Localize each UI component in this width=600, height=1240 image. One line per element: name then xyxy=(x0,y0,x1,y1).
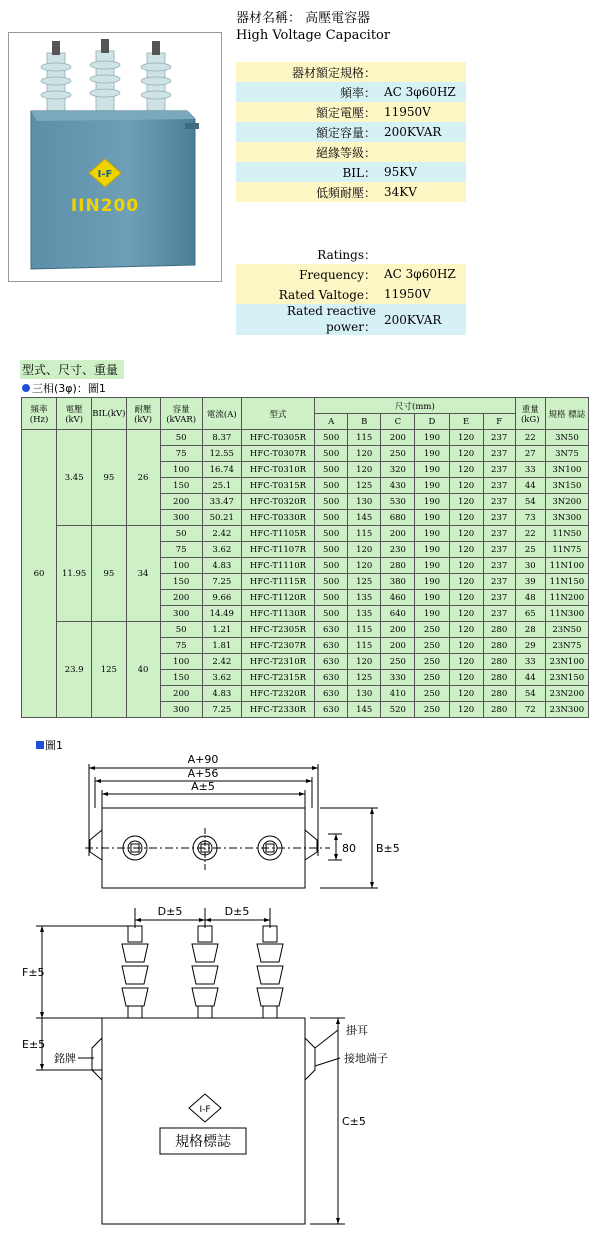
spec-table-en xyxy=(236,244,466,335)
cell-dim-a: 500 xyxy=(315,462,348,478)
spec-en-key: Rated reactive power： xyxy=(286,304,376,334)
cell-current: 25.1 xyxy=(202,478,241,494)
header-current: 電流(A) xyxy=(202,398,241,430)
cell-model: HFC-T0320R xyxy=(241,494,314,510)
cell-capacity: 100 xyxy=(160,654,202,670)
product-title-en: High Voltage Capacitor xyxy=(236,28,391,43)
cell-dim-f: 280 xyxy=(483,686,515,702)
cell-weight: 27 xyxy=(515,446,545,462)
header-dims: 尺寸(mm) xyxy=(315,398,516,414)
ground-terminal-label: 接地端子 xyxy=(344,1052,388,1065)
cell-dim-e: 120 xyxy=(449,638,483,654)
cell-model: HFC-T0305R xyxy=(241,430,314,446)
cell-dim-e: 120 xyxy=(449,590,483,606)
cell-weight: 33 xyxy=(515,462,545,478)
cell-withstand: 40 xyxy=(126,622,160,718)
cell-dim-a: 500 xyxy=(315,574,348,590)
cell-dim-a: 500 xyxy=(315,558,348,574)
cell-spec-mark: 11N150 xyxy=(545,574,588,590)
cell-spec-mark: 23N200 xyxy=(545,686,588,702)
cell-dim-f: 280 xyxy=(483,622,515,638)
cell-dim-f: 237 xyxy=(483,462,515,478)
cell-dim-d: 250 xyxy=(415,622,449,638)
cell-dim-e: 120 xyxy=(449,670,483,686)
spec-mark-label: 規格標誌 xyxy=(175,1134,231,1150)
cell-capacity: 75 xyxy=(160,542,202,558)
cell-model: HFC-T0315R xyxy=(241,478,314,494)
cell-dim-f: 237 xyxy=(483,446,515,462)
cell-spec-mark: 23N150 xyxy=(545,670,588,686)
cell-model: HFC-T0310R xyxy=(241,462,314,478)
dim-80-label: 80 xyxy=(342,842,356,855)
header-model: 型式 xyxy=(241,398,314,430)
product-title-zh: 器材名稱： 高壓電容器 xyxy=(236,11,371,26)
cell-dim-b: 115 xyxy=(348,622,381,638)
cell-dim-b: 115 xyxy=(348,430,381,446)
spec-zh-key: 頻率： xyxy=(339,85,376,100)
header-weight: 重量(kG) xyxy=(515,398,545,430)
cell-dim-b: 120 xyxy=(348,558,381,574)
dim-a90-label: A+90 xyxy=(187,753,219,766)
header-freq: 頻率(Hz) xyxy=(22,398,57,430)
bullet-dot-icon xyxy=(22,384,30,392)
cell-dim-b: 115 xyxy=(348,526,381,542)
spec-zh-key: 器材額定規格： xyxy=(291,65,376,80)
cell-capacity: 75 xyxy=(160,446,202,462)
cell-weight: 28 xyxy=(515,622,545,638)
cell-dim-d: 190 xyxy=(415,590,449,606)
cell-spec-mark: 23N50 xyxy=(545,622,588,638)
cell-current: 14.49 xyxy=(202,606,241,622)
cell-current: 7.25 xyxy=(202,574,241,590)
cell-current: 33.47 xyxy=(202,494,241,510)
cell-dim-f: 280 xyxy=(483,638,515,654)
cell-dim-e: 120 xyxy=(449,606,483,622)
cell-spec-mark: 11N100 xyxy=(545,558,588,574)
photo-brand-text: IIN200 xyxy=(70,196,140,216)
spec-en-val: AC 3φ60HZ xyxy=(384,267,456,281)
cell-dim-f: 237 xyxy=(483,558,515,574)
cell-spec-mark: 23N300 xyxy=(545,702,588,718)
cell-capacity: 100 xyxy=(160,558,202,574)
cell-dim-b: 135 xyxy=(348,606,381,622)
cell-dim-c: 280 xyxy=(381,558,415,574)
cell-dim-c: 250 xyxy=(381,446,415,462)
header-withstand: 耐壓(kV) xyxy=(126,398,160,430)
section-subtitle xyxy=(22,380,106,396)
cell-dim-d: 190 xyxy=(415,494,449,510)
cell-dim-e: 120 xyxy=(449,510,483,526)
cell-capacity: 100 xyxy=(160,462,202,478)
dim-e5-label: E±5 xyxy=(22,1038,46,1051)
cell-capacity: 50 xyxy=(160,430,202,446)
cell-dim-c: 520 xyxy=(381,702,415,718)
cell-dim-a: 500 xyxy=(315,590,348,606)
cell-dim-f: 237 xyxy=(483,478,515,494)
cell-dim-c: 200 xyxy=(381,526,415,542)
cell-withstand: 34 xyxy=(126,526,160,622)
spec-zh-val xyxy=(380,62,466,82)
cell-dim-c: 380 xyxy=(381,574,415,590)
cell-dim-c: 410 xyxy=(381,686,415,702)
spec-table-zh xyxy=(236,62,466,202)
cell-model: HFC-T1130R xyxy=(241,606,314,622)
spec-zh-key: 低頻耐壓： xyxy=(315,185,376,200)
cell-spec-mark: 3N300 xyxy=(545,510,588,526)
cell-dim-e: 120 xyxy=(449,622,483,638)
spec-en-key: Ratings： xyxy=(317,247,376,262)
cell-dim-d: 190 xyxy=(415,446,449,462)
cell-capacity: 50 xyxy=(160,526,202,542)
table-row xyxy=(22,430,589,446)
cell-current: 4.83 xyxy=(202,686,241,702)
cell-dim-d: 190 xyxy=(415,542,449,558)
cell-model: HFC-T2330R xyxy=(241,702,314,718)
cell-spec-mark: 3N150 xyxy=(545,478,588,494)
cell-dim-e: 120 xyxy=(449,478,483,494)
cell-dim-a: 630 xyxy=(315,686,348,702)
cell-withstand: 26 xyxy=(126,430,160,526)
header-dim-d: D xyxy=(415,414,449,430)
cell-dim-f: 237 xyxy=(483,430,515,446)
cell-model: HFC-T1120R xyxy=(241,590,314,606)
cell-model: HFC-T2305R xyxy=(241,622,314,638)
spec-zh-val: 34KV xyxy=(384,185,417,199)
cell-weight: 22 xyxy=(515,430,545,446)
cell-dim-a: 630 xyxy=(315,702,348,718)
cell-weight: 39 xyxy=(515,574,545,590)
svg-text:I-F: I-F xyxy=(97,169,113,180)
cell-dim-d: 190 xyxy=(415,510,449,526)
cell-current: 50.21 xyxy=(202,510,241,526)
cell-dim-d: 190 xyxy=(415,526,449,542)
cell-capacity: 150 xyxy=(160,574,202,590)
dim-b5-label: B±5 xyxy=(376,842,400,855)
cell-capacity: 300 xyxy=(160,606,202,622)
cell-spec-mark: 23N75 xyxy=(545,638,588,654)
header-dim-a: A xyxy=(315,414,348,430)
cell-model: HFC-T2315R xyxy=(241,670,314,686)
dimension-drawing xyxy=(0,748,600,1240)
cell-current: 3.62 xyxy=(202,670,241,686)
header-dim-e: E xyxy=(449,414,483,430)
spec-zh-key: 絕緣等級： xyxy=(315,145,376,160)
cell-dim-b: 125 xyxy=(348,478,381,494)
cell-dim-d: 250 xyxy=(415,638,449,654)
cell-model: HFC-T2307R xyxy=(241,638,314,654)
section-subtitle-text: 三相(3φ)：圖1 xyxy=(32,382,106,395)
cell-dim-b: 125 xyxy=(348,574,381,590)
cell-weight: 30 xyxy=(515,558,545,574)
cell-dim-d: 190 xyxy=(415,574,449,590)
cell-dim-a: 630 xyxy=(315,654,348,670)
cell-dim-c: 530 xyxy=(381,494,415,510)
cell-dim-f: 280 xyxy=(483,670,515,686)
header-spec-mark: 規格 標誌 xyxy=(545,398,588,430)
header-capacity: 容量(kVAR) xyxy=(160,398,202,430)
logo-text: I-F xyxy=(199,1105,211,1115)
cell-volt: 23.9 xyxy=(57,622,92,718)
cell-dim-f: 237 xyxy=(483,542,515,558)
cell-weight: 29 xyxy=(515,638,545,654)
header-dim-c: C xyxy=(381,414,415,430)
cell-spec-mark: 11N75 xyxy=(545,542,588,558)
cell-current: 16.74 xyxy=(202,462,241,478)
cell-dim-b: 125 xyxy=(348,670,381,686)
cell-dim-f: 237 xyxy=(483,526,515,542)
cell-dim-c: 200 xyxy=(381,622,415,638)
header-dim-f: F xyxy=(483,414,515,430)
figure-label-text: 圖1 xyxy=(45,739,63,752)
table-row xyxy=(22,622,589,638)
cell-spec-mark: 23N100 xyxy=(545,654,588,670)
cell-capacity: 200 xyxy=(160,686,202,702)
hanger-label: 掛耳 xyxy=(346,1024,368,1037)
spec-zh-val: 95KV xyxy=(384,165,417,179)
cell-dim-f: 237 xyxy=(483,574,515,590)
cell-dim-d: 250 xyxy=(415,654,449,670)
cell-dim-b: 120 xyxy=(348,542,381,558)
cell-weight: 54 xyxy=(515,494,545,510)
cell-dim-c: 680 xyxy=(381,510,415,526)
cell-dim-e: 120 xyxy=(449,462,483,478)
cell-dim-a: 500 xyxy=(315,494,348,510)
cell-dim-b: 130 xyxy=(348,494,381,510)
header-bil: BIL(kV) xyxy=(92,398,126,430)
cell-dim-f: 280 xyxy=(483,702,515,718)
dim-c5-label: C±5 xyxy=(342,1115,366,1128)
cell-current: 8.37 xyxy=(202,430,241,446)
cell-dim-f: 237 xyxy=(483,590,515,606)
spec-zh-key: 額定電壓： xyxy=(315,105,376,120)
cell-model: HFC-T2320R xyxy=(241,686,314,702)
spec-en-key: Rated Valtoge： xyxy=(278,287,376,302)
dim-a56-label: A+56 xyxy=(187,767,219,780)
cell-spec-mark: 11N50 xyxy=(545,526,588,542)
cell-dim-e: 120 xyxy=(449,430,483,446)
table-row xyxy=(22,526,589,542)
cell-weight: 72 xyxy=(515,702,545,718)
cell-dim-a: 500 xyxy=(315,478,348,494)
cell-dim-d: 250 xyxy=(415,702,449,718)
cell-weight: 33 xyxy=(515,654,545,670)
cell-dim-e: 120 xyxy=(449,686,483,702)
cell-dim-b: 120 xyxy=(348,462,381,478)
cell-capacity: 75 xyxy=(160,638,202,654)
cell-model: HFC-T1115R xyxy=(241,574,314,590)
cell-dim-c: 430 xyxy=(381,478,415,494)
cell-dim-b: 120 xyxy=(348,446,381,462)
cell-bil: 95 xyxy=(92,526,126,622)
cell-current: 2.42 xyxy=(202,654,241,670)
spec-en-val xyxy=(380,244,466,264)
cell-current: 3.62 xyxy=(202,542,241,558)
cell-dim-b: 135 xyxy=(348,590,381,606)
cell-dim-f: 237 xyxy=(483,494,515,510)
cell-current: 7.25 xyxy=(202,702,241,718)
dim-f5-label: F±5 xyxy=(22,966,45,979)
cell-weight: 48 xyxy=(515,590,545,606)
cell-capacity: 300 xyxy=(160,510,202,526)
cell-dim-f: 280 xyxy=(483,654,515,670)
cell-dim-c: 330 xyxy=(381,670,415,686)
cell-model: HFC-T1105R xyxy=(241,526,314,542)
cell-dim-a: 630 xyxy=(315,638,348,654)
cell-capacity: 200 xyxy=(160,494,202,510)
cell-current: 9.66 xyxy=(202,590,241,606)
cell-current: 1.21 xyxy=(202,622,241,638)
cell-dim-b: 145 xyxy=(348,510,381,526)
cell-capacity: 150 xyxy=(160,670,202,686)
cell-current: 2.42 xyxy=(202,526,241,542)
model-dimension-table xyxy=(21,397,589,718)
cell-dim-a: 500 xyxy=(315,446,348,462)
cell-dim-d: 190 xyxy=(415,430,449,446)
cell-dim-d: 250 xyxy=(415,686,449,702)
spec-zh-val xyxy=(380,142,466,162)
cell-dim-b: 145 xyxy=(348,702,381,718)
cell-weight: 65 xyxy=(515,606,545,622)
cell-dim-a: 500 xyxy=(315,510,348,526)
cell-dim-e: 120 xyxy=(449,526,483,542)
cell-dim-a: 630 xyxy=(315,622,348,638)
cell-model: HFC-T0307R xyxy=(241,446,314,462)
cell-weight: 44 xyxy=(515,478,545,494)
cell-model: HFC-T0330R xyxy=(241,510,314,526)
cell-bil: 95 xyxy=(92,430,126,526)
section-title: 型式、尺寸、重量 xyxy=(20,360,124,379)
spec-en-val: 11950V xyxy=(384,287,431,301)
nameplate-label: 銘牌 xyxy=(54,1052,76,1065)
cell-dim-e: 120 xyxy=(449,574,483,590)
cell-dim-e: 120 xyxy=(449,702,483,718)
cell-capacity: 200 xyxy=(160,590,202,606)
cell-dim-c: 250 xyxy=(381,654,415,670)
spec-en-val: 200KVAR xyxy=(384,312,442,327)
cell-spec-mark: 3N200 xyxy=(545,494,588,510)
cell-dim-e: 120 xyxy=(449,494,483,510)
cell-dim-c: 640 xyxy=(381,606,415,622)
cell-dim-a: 500 xyxy=(315,430,348,446)
cell-dim-c: 200 xyxy=(381,430,415,446)
cell-dim-e: 120 xyxy=(449,654,483,670)
cell-dim-a: 630 xyxy=(315,670,348,686)
cell-volt: 11.95 xyxy=(57,526,92,622)
cell-freq: 60 xyxy=(22,430,57,718)
cell-dim-f: 237 xyxy=(483,606,515,622)
cell-dim-b: 115 xyxy=(348,638,381,654)
cell-model: HFC-T1107R xyxy=(241,542,314,558)
cell-bil: 125 xyxy=(92,622,126,718)
cell-dim-d: 190 xyxy=(415,606,449,622)
cell-weight: 73 xyxy=(515,510,545,526)
cell-spec-mark: 3N75 xyxy=(545,446,588,462)
cell-dim-a: 500 xyxy=(315,542,348,558)
cell-current: 12.55 xyxy=(202,446,241,462)
cell-dim-b: 130 xyxy=(348,686,381,702)
cell-capacity: 300 xyxy=(160,702,202,718)
cell-spec-mark: 3N50 xyxy=(545,430,588,446)
header-volt: 電壓(kV) xyxy=(57,398,92,430)
dim-d5-right-label: D±5 xyxy=(224,905,250,918)
cell-model: HFC-T2310R xyxy=(241,654,314,670)
cell-dim-a: 500 xyxy=(315,606,348,622)
dim-d5-left-label: D±5 xyxy=(157,905,183,918)
cell-dim-c: 460 xyxy=(381,590,415,606)
cell-dim-f: 237 xyxy=(483,510,515,526)
cell-spec-mark: 3N100 xyxy=(545,462,588,478)
cell-current: 1.81 xyxy=(202,638,241,654)
cell-dim-d: 190 xyxy=(415,462,449,478)
cell-dim-d: 250 xyxy=(415,670,449,686)
cell-dim-e: 120 xyxy=(449,446,483,462)
cell-dim-b: 120 xyxy=(348,654,381,670)
cell-current: 4.83 xyxy=(202,558,241,574)
dim-a5-label: A±5 xyxy=(191,780,215,793)
cell-weight: 25 xyxy=(515,542,545,558)
spec-zh-val: 200KVAR xyxy=(384,125,442,139)
spec-zh-key: 額定容量： xyxy=(315,125,376,140)
header-dim-b: B xyxy=(348,414,381,430)
cell-model: HFC-T1110R xyxy=(241,558,314,574)
spec-zh-val: 11950V xyxy=(384,105,431,119)
cell-dim-d: 190 xyxy=(415,558,449,574)
cell-weight: 44 xyxy=(515,670,545,686)
cell-dim-e: 120 xyxy=(449,558,483,574)
product-photo xyxy=(8,32,222,282)
cell-volt: 3.45 xyxy=(57,430,92,526)
cell-spec-mark: 11N200 xyxy=(545,590,588,606)
spec-zh-val: AC 3φ60HZ xyxy=(384,85,456,99)
cell-dim-e: 120 xyxy=(449,542,483,558)
product-title xyxy=(236,10,390,44)
cell-capacity: 150 xyxy=(160,478,202,494)
cell-dim-a: 500 xyxy=(315,526,348,542)
cell-dim-c: 320 xyxy=(381,462,415,478)
cell-dim-d: 190 xyxy=(415,478,449,494)
cell-weight: 22 xyxy=(515,526,545,542)
cell-spec-mark: 11N300 xyxy=(545,606,588,622)
cell-capacity: 50 xyxy=(160,622,202,638)
spec-zh-key: BIL： xyxy=(342,165,376,180)
spec-en-key: Frequency： xyxy=(299,267,376,282)
cell-weight: 54 xyxy=(515,686,545,702)
cell-dim-c: 230 xyxy=(381,542,415,558)
cell-dim-c: 200 xyxy=(381,638,415,654)
